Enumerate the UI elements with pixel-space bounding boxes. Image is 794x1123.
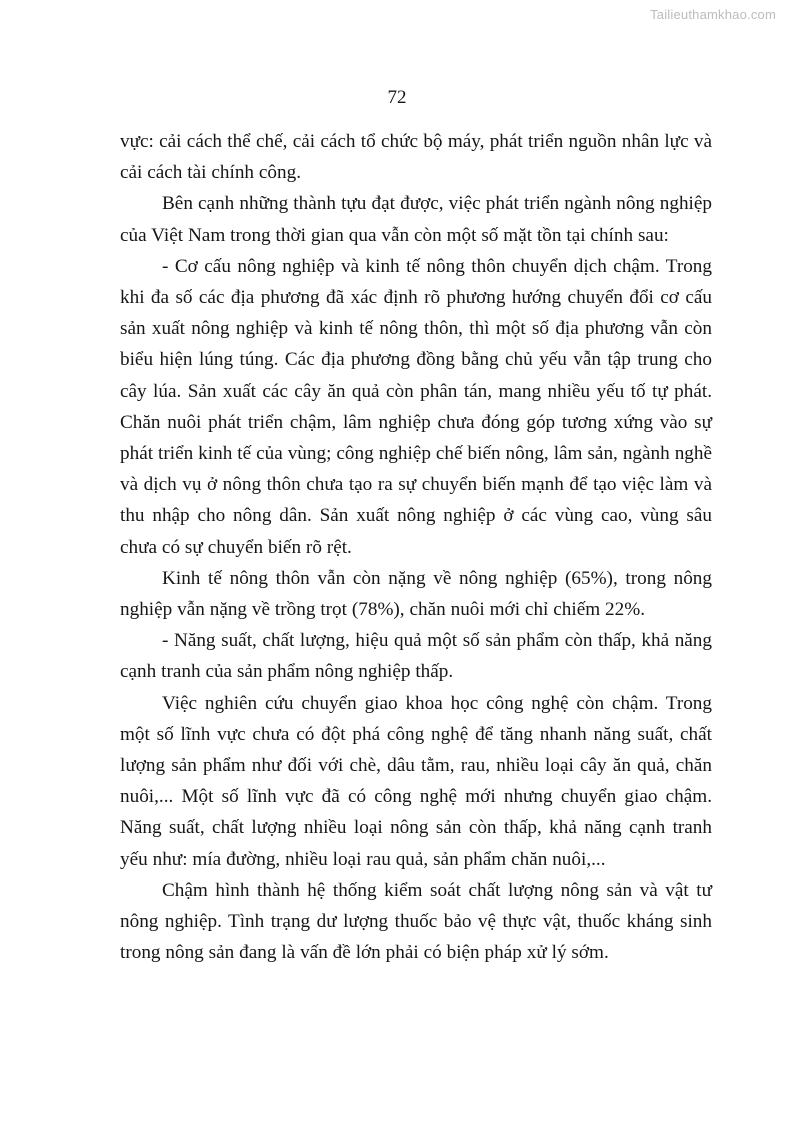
watermark-label: Tailieuthamkhao.com (650, 7, 776, 22)
body-paragraph: Việc nghiên cứu chuyển giao khoa học công nghệ còn chậm. Trong một số lĩnh vực chưa có đột phá công nghệ để tăng nhanh năng suất, chất lượng sản phẩm như đối với chè, dâu tằm, rau, nhiều loại cây ăn quả, chăn nuôi,... Một số lĩnh vực đã có công nghệ mới nhưng chuyển giao chậm. Năng suất, chất lượng nhiều loại nông sản còn thấp, khả năng cạnh tranh yếu như: mía đường, nhiều loại rau quả, sản phẩm chăn nuôi,... (120, 692, 712, 870)
body-paragraph: Bên cạnh những thành tựu đạt được, việc phát triển ngành nông nghiệp của Việt Nam trong thời gian qua vẫn còn một số mặt tồn tại chính sau: (120, 193, 712, 246)
body-paragraph: vực: cải cách thể chế, cải cách tổ chức bộ máy, phát triển nguồn nhân lực và cải cách tài chính công. (120, 131, 712, 184)
page-body-text (120, 126, 712, 968)
body-paragraph: - Cơ cấu nông nghiệp và kinh tế nông thôn chuyển dịch chậm. Trong khi đa số các địa phương đã xác định rõ phương hướng chuyển đổi cơ cấu sản xuất nông nghiệp và kinh tế nông thôn, thì một số địa phương vẫn còn biểu hiện lúng túng. Các địa phương đồng bằng chủ yếu vẫn tập trung cho cây lúa. Sản xuất các cây ăn quả còn phân tán, mang nhiều yếu tố tự phát. Chăn nuôi phát triển chậm, lâm nghiệp chưa đóng góp tương xứng vào sự phát triển kinh tế của vùng; công nghiệp chế biến nông, lâm sản, ngành nghề và dịch vụ ở nông thôn chưa tạo ra sự chuyển biến mạnh để tạo việc làm và thu nhập cho nông dân. Sản xuất nông nghiệp ở các vùng cao, vùng sâu chưa có sự chuyển biến rõ rệt. (120, 255, 712, 558)
body-paragraph: Kinh tế nông thôn vẫn còn nặng về nông nghiệp (65%), trong nông nghiệp vẫn nặng về trồng trọt (78%), chăn nuôi mới chỉ chiếm 22%. (120, 567, 712, 621)
body-paragraph: Chậm hình thành hệ thống kiểm soát chất lượng nông sản và vật tư nông nghiệp. Tình trạng dư lượng thuốc bảo vệ thực vật, thuốc kháng sinh trong nông sản đang là vấn đề lớn phải có biện pháp xử lý sớm. (120, 879, 712, 964)
body-paragraph: - Năng suất, chất lượng, hiệu quả một số sản phẩm còn thấp, khả năng cạnh tranh của sản phẩm nông nghiệp thấp. (120, 630, 712, 683)
page-number: 72 (387, 87, 407, 108)
